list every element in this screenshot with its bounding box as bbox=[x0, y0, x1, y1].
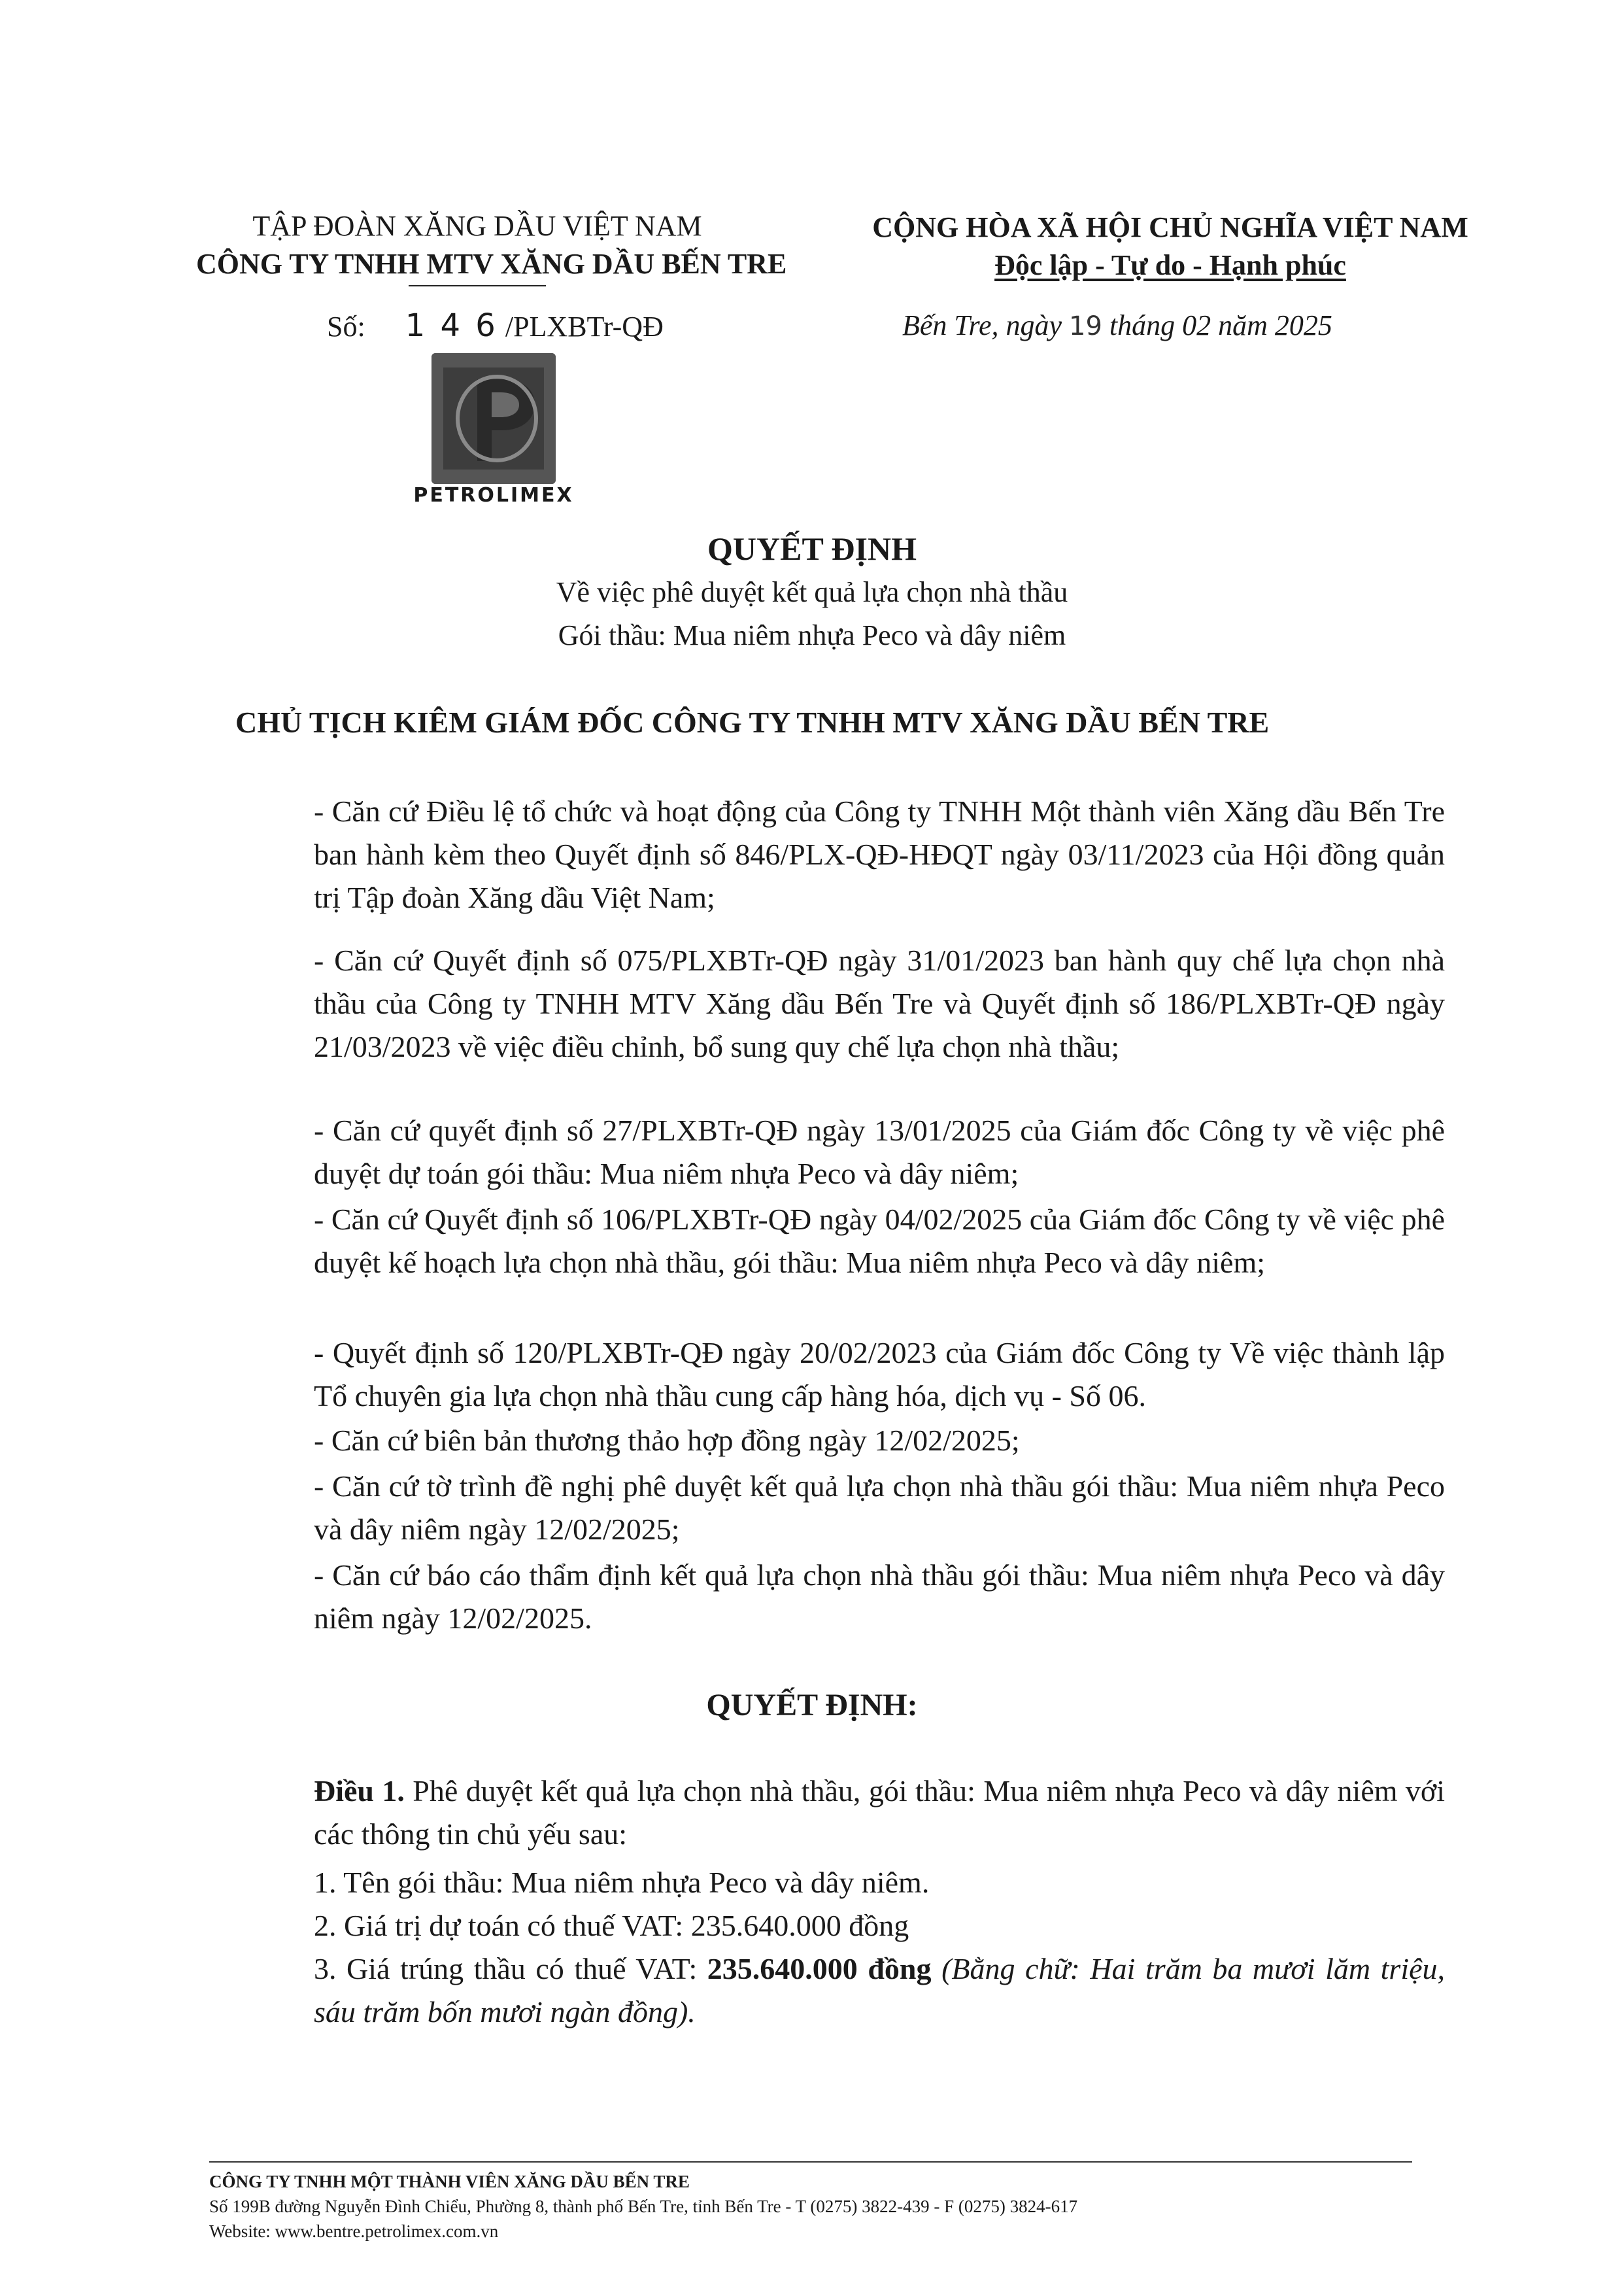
article-1-item-3 bbox=[216, 1947, 1445, 2034]
issuing-authority: CHỦ TỊCH KIÊM GIÁM ĐỐC CÔNG TY TNHH MTV XĂNG DẦU BẾN TRE bbox=[235, 706, 1270, 739]
basis-4 bbox=[216, 1198, 1445, 1284]
document-date bbox=[902, 309, 1332, 342]
footer-divider bbox=[209, 2161, 1412, 2163]
company-name: CÔNG TY TNHH MTV XĂNG DẦU BẾN TRE bbox=[196, 248, 787, 280]
basis-2 bbox=[216, 939, 1445, 1069]
article-1-text: Phê duyệt kết quả lựa chọn nhà thầu, gói thầu: Mua niêm nhựa Peco và dây niêm với các thông tin chủ yếu sau: bbox=[314, 1774, 1446, 1851]
decision-title: QUYẾT ĐỊNH bbox=[707, 530, 917, 567]
basis-1-text: - Căn cứ Điều lệ tổ chức và hoạt động của Công ty TNHH Một thành viên Xăng dầu Bến Tre ban hành kèm theo Quyết định số 846/PLX-QĐ-HĐQT ngày 03/11/2023 của Hội đồng quản trị Tập đoàn Xăng dầu Việt Nam; bbox=[314, 795, 1445, 914]
decision-subject-2: Gói thầu: Mua niêm nhựa Peco và dây niêm bbox=[558, 619, 1066, 651]
article-1-item-1: 1. Tên gói thầu: Mua niêm nhựa Peco và dây niêm. bbox=[314, 1866, 930, 1899]
national-motto bbox=[843, 247, 1497, 284]
item-3-prefix: 3. Giá trúng thầu có thuế VAT: bbox=[314, 1952, 698, 1985]
document-number bbox=[327, 307, 664, 344]
article-1 bbox=[216, 1770, 1445, 1856]
footer-company: CÔNG TY TNHH MỘT THÀNH VIÊN XĂNG DẦU BẾN TRE bbox=[209, 2172, 690, 2191]
basis-7 bbox=[216, 1465, 1445, 1551]
basis-2-text: - Căn cứ Quyết định số 075/PLXBTr-QĐ ngày 31/01/2023 ban hành quy chế lựa chọn nhà thầu của Công ty TNHH MTV Xăng dầu Bến Tre và Quyết định số 186/PLXBTr-QĐ ngày 21/03/2023 về việc điều chỉnh, bổ sung quy chế lựa chọn nhà thầu; bbox=[314, 944, 1445, 1063]
basis-3 bbox=[216, 1109, 1445, 1195]
basis-1 bbox=[216, 790, 1445, 919]
number-label: Số: bbox=[327, 311, 365, 343]
company-underline bbox=[409, 285, 546, 286]
number-suffix: /PLXBTr-QĐ bbox=[505, 311, 664, 343]
basis-5 bbox=[216, 1331, 1445, 1418]
decision-subject-1: Về việc phê duyệt kết quả lựa chọn nhà thầu bbox=[556, 576, 1068, 608]
footer-website: Website: www.bentre.petrolimex.com.vn bbox=[209, 2221, 499, 2241]
logo-text: PETROLIMEX bbox=[413, 484, 574, 507]
basis-8 bbox=[216, 1554, 1445, 1640]
article-1-label: Điều 1. bbox=[314, 1774, 405, 1807]
item-3-value: 235.640.000 đồng bbox=[707, 1952, 932, 1985]
article-1-item-3-body bbox=[216, 1947, 1445, 2034]
basis-6 bbox=[216, 1419, 1445, 1462]
date-prefix: Bến Tre, ngày bbox=[902, 309, 1062, 341]
basis-5-text: - Quyết định số 120/PLXBTr-QĐ ngày 20/02/2023 của Giám đốc Công ty Về việc thành lập Tổ chuyên gia lựa chọn nhà thầu cung cấp hàng hóa, dịch vụ - Số 06. bbox=[314, 1336, 1445, 1412]
basis-8-text: - Căn cứ báo cáo thẩm định kết quả lựa chọn nhà thầu gói thầu: Mua niêm nhựa Peco và dây niêm ngày 12/02/2025. bbox=[314, 1558, 1445, 1635]
basis-6-text: - Căn cứ biên bản thương thảo hợp đồng ngày 12/02/2025; bbox=[314, 1424, 1020, 1457]
article-1-item-2: 2. Giá trị dự toán có thuế VAT: 235.640.000 đồng bbox=[314, 1909, 909, 1942]
number-value: 1 4 6 bbox=[405, 307, 498, 344]
parent-org: TẬP ĐOÀN XĂNG DẦU VIỆT NAM bbox=[252, 210, 702, 242]
motto-text: Độc lập - Tự do - Hạnh phúc bbox=[994, 249, 1346, 281]
petrolimex-logo bbox=[431, 353, 556, 484]
national-title: CỘNG HÒA XÃ HỘI CHỦ NGHĨA VIỆT NAM bbox=[872, 211, 1468, 243]
basis-3-text: - Căn cứ quyết định số 27/PLXBTr-QĐ ngày 13/01/2025 của Giám đốc Công ty về việc phê duyệt dự toán gói thầu: Mua niêm nhựa Peco và dây niêm; bbox=[314, 1114, 1445, 1190]
date-day: 19 bbox=[1069, 311, 1102, 341]
date-suffix: tháng 02 năm 2025 bbox=[1109, 309, 1332, 341]
basis-4-text: - Căn cứ Quyết định số 106/PLXBTr-QĐ ngày 04/02/2025 của Giám đốc Công ty về việc phê duyệt kế hoạch lựa chọn nhà thầu, gói thầu: Mua niêm nhựa Peco và dây niêm; bbox=[314, 1203, 1445, 1279]
article-1-body bbox=[216, 1770, 1445, 1856]
petrolimex-logo-icon bbox=[431, 353, 556, 484]
item-3-words: (Bằng chữ: Hai trăm ba mươi lăm triệu, sáu trăm bốn mươi ngàn đồng). bbox=[314, 1952, 1446, 2029]
decision-heading: QUYẾT ĐỊNH: bbox=[706, 1688, 918, 1722]
footer-address: Số 199B đường Nguyễn Đình Chiểu, Phường 8, thành phố Bến Tre, tỉnh Bến Tre - T (0275) 3822-439 - F (0275) 3824-617 bbox=[209, 2197, 1078, 2216]
basis-7-text: - Căn cứ tờ trình đề nghị phê duyệt kết quả lựa chọn nhà thầu gói thầu: Mua niêm nhựa Peco và dây niêm ngày 12/02/2025; bbox=[314, 1469, 1445, 1546]
